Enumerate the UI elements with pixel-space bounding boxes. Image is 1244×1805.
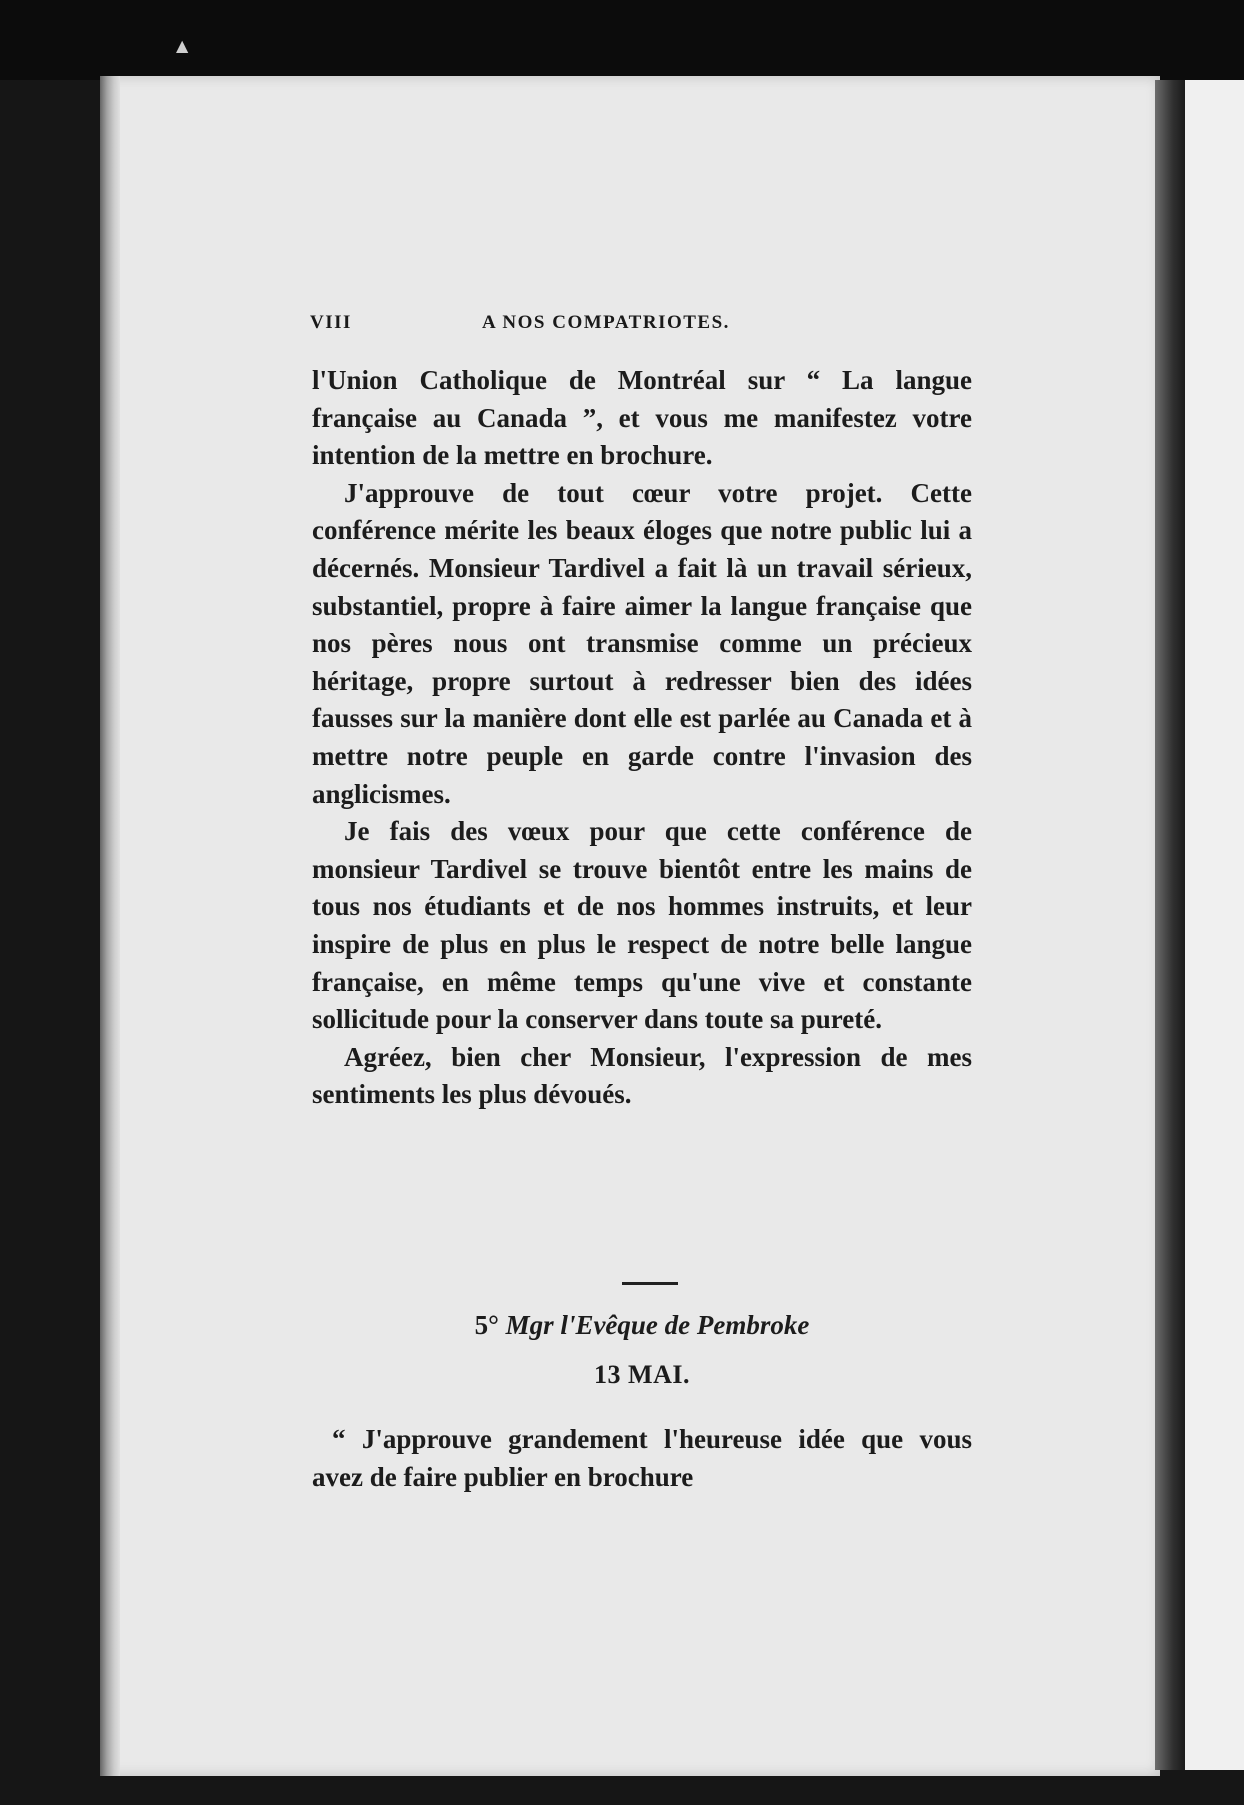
section-number: 5° xyxy=(474,1310,499,1340)
page-right-edge xyxy=(1155,80,1185,1770)
paragraph-wishes: Je fais des vœux pour que cette conférence de monsieur Tardivel se trouve bientôt entre les mains de tous nos étudiants et de nos hommes instruits, et leur inspire de plus en plus le respect de notre belle langue française, en même temps qu'une vive et constante sollicitude pour la conserver dans toute sa pureté. xyxy=(312,816,972,1035)
paragraph-continuation: l'Union Catholique de Montréal sur “ La langue française au Canada ”, et vous me manifestez votre intention de la mettre en brochure. xyxy=(312,365,972,471)
scan-artifact-mark: ▲ xyxy=(176,36,189,55)
page-binding-edge xyxy=(100,76,120,1776)
quote-paragraph: “ J'approuve grandement l'heureuse idée que vous avez de faire publier en brochure xyxy=(312,1424,972,1492)
running-title: A NOS COMPATRIOTES. xyxy=(482,312,730,333)
paragraph-approval: J'approuve de tout cœur votre projet. Cette conférence mérite les beaux éloges que notre public lui a décernés. Monsieur Tardivel a fait là un travail sérieux, substantiel, propre à faire aimer la langue française que nos pères nous ont transmise comme un précieux héritage, propre surtout à redresser bien des idées fausses sur la manière dont elle est parlée au Canada et à mettre notre peuple en garde contre l'invasion des anglicismes. xyxy=(312,477,972,809)
letter-body xyxy=(312,362,972,1114)
quote-body xyxy=(312,1420,972,1496)
section-title: Mgr l'Evêque de Pembroke xyxy=(505,1310,810,1340)
section-divider-rule xyxy=(622,1282,678,1285)
page-number: VIII xyxy=(310,312,352,333)
section-heading xyxy=(312,1310,972,1341)
paragraph-closing: Agréez, bien cher Monsieur, l'expression de mes sentiments les plus dévoués. xyxy=(312,1041,972,1110)
facing-page-sliver xyxy=(1185,80,1244,1770)
section-date: 13 MAI. xyxy=(594,1360,690,1389)
